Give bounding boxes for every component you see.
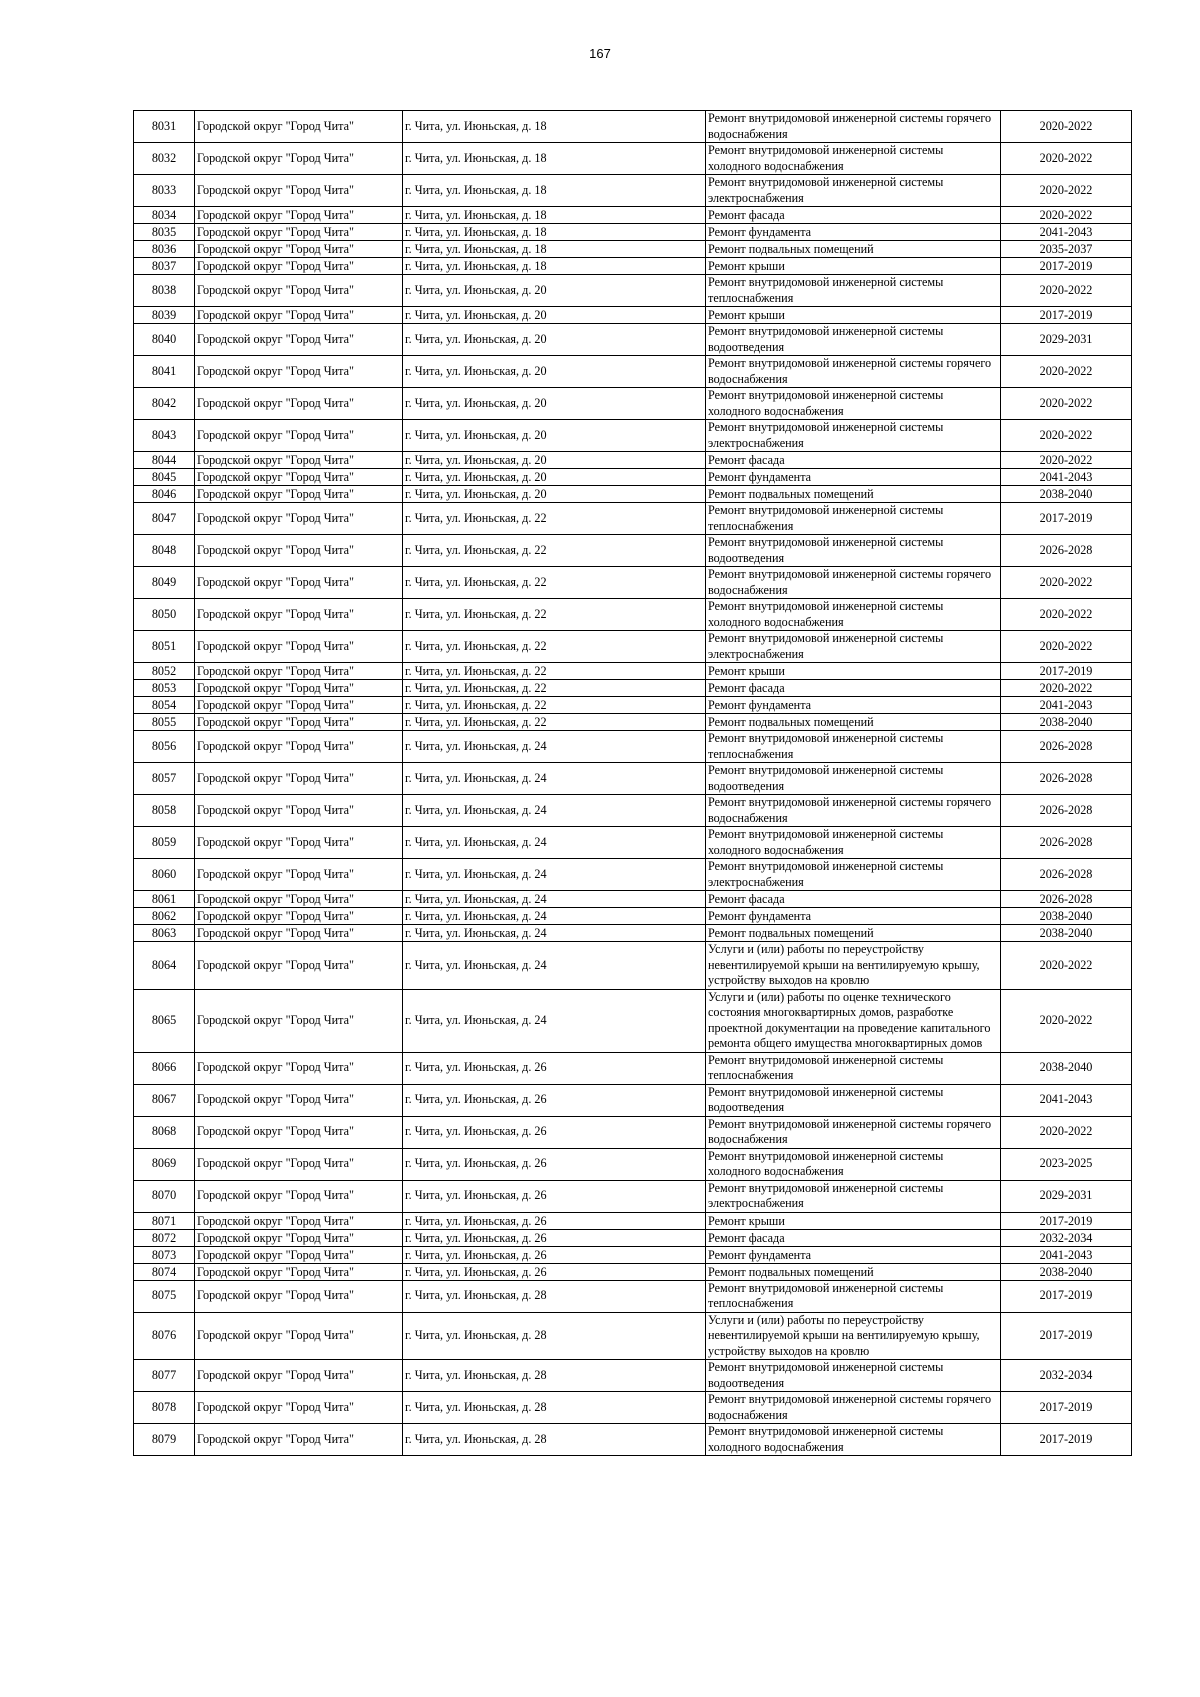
work-type-cell: Ремонт внутридомовой инженерной системы электроснабжения bbox=[706, 175, 1001, 207]
work-type-cell: Ремонт фасада bbox=[706, 207, 1001, 224]
row-number-cell: 8064 bbox=[134, 942, 195, 990]
work-type-cell: Ремонт фундамента bbox=[706, 469, 1001, 486]
period-cell: 2035-2037 bbox=[1001, 241, 1132, 258]
municipality-cell: Городской округ "Город Чита" bbox=[195, 631, 403, 663]
table-row bbox=[134, 942, 1132, 990]
municipality-cell: Городской округ "Город Чита" bbox=[195, 567, 403, 599]
table-row bbox=[134, 1180, 1132, 1212]
municipality-cell: Городской округ "Город Чита" bbox=[195, 1084, 403, 1116]
table-row bbox=[134, 388, 1132, 420]
table-row bbox=[134, 763, 1132, 795]
period-cell: 2026-2028 bbox=[1001, 535, 1132, 567]
municipality-cell: Городской округ "Город Чита" bbox=[195, 942, 403, 990]
work-type-cell: Ремонт внутридомовой инженерной системы электроснабжения bbox=[706, 859, 1001, 891]
period-cell: 2017-2019 bbox=[1001, 503, 1132, 535]
municipality-cell: Городской округ "Город Чита" bbox=[195, 599, 403, 631]
municipality-cell: Городской округ "Город Чита" bbox=[195, 925, 403, 942]
address-cell: г. Чита, ул. Июньская, д. 22 bbox=[403, 680, 706, 697]
period-cell: 2038-2040 bbox=[1001, 925, 1132, 942]
table-row bbox=[134, 714, 1132, 731]
municipality-cell: Городской округ "Город Чита" bbox=[195, 307, 403, 324]
table-row bbox=[134, 663, 1132, 680]
address-cell: г. Чита, ул. Июньская, д. 26 bbox=[403, 1148, 706, 1180]
address-cell: г. Чита, ул. Июньская, д. 20 bbox=[403, 420, 706, 452]
address-cell: г. Чита, ул. Июньская, д. 24 bbox=[403, 891, 706, 908]
row-number-cell: 8078 bbox=[134, 1392, 195, 1424]
work-type-cell: Ремонт внутридомовой инженерной системы холодного водоснабжения bbox=[706, 143, 1001, 175]
row-number-cell: 8076 bbox=[134, 1312, 195, 1360]
work-type-cell: Ремонт внутридомовой инженерной системы холодного водоснабжения bbox=[706, 827, 1001, 859]
work-type-cell: Ремонт внутридомовой инженерной системы теплоснабжения bbox=[706, 1280, 1001, 1312]
period-cell: 2020-2022 bbox=[1001, 942, 1132, 990]
address-cell: г. Чита, ул. Июньская, д. 26 bbox=[403, 1180, 706, 1212]
municipality-cell: Городской округ "Город Чита" bbox=[195, 1424, 403, 1456]
row-number-cell: 8036 bbox=[134, 241, 195, 258]
period-cell: 2020-2022 bbox=[1001, 989, 1132, 1052]
period-cell: 2029-2031 bbox=[1001, 1180, 1132, 1212]
row-number-cell: 8066 bbox=[134, 1052, 195, 1084]
row-number-cell: 8067 bbox=[134, 1084, 195, 1116]
table-row bbox=[134, 989, 1132, 1052]
municipality-cell: Городской округ "Город Чита" bbox=[195, 224, 403, 241]
period-cell: 2032-2034 bbox=[1001, 1229, 1132, 1246]
period-cell: 2041-2043 bbox=[1001, 224, 1132, 241]
municipality-cell: Городской округ "Город Чита" bbox=[195, 503, 403, 535]
address-cell: г. Чита, ул. Июньская, д. 20 bbox=[403, 324, 706, 356]
municipality-cell: Городской округ "Город Чита" bbox=[195, 1148, 403, 1180]
table-row bbox=[134, 420, 1132, 452]
row-number-cell: 8060 bbox=[134, 859, 195, 891]
municipality-cell: Городской округ "Город Чита" bbox=[195, 697, 403, 714]
row-number-cell: 8040 bbox=[134, 324, 195, 356]
row-number-cell: 8077 bbox=[134, 1360, 195, 1392]
municipality-cell: Городской округ "Город Чита" bbox=[195, 1180, 403, 1212]
address-cell: г. Чита, ул. Июньская, д. 20 bbox=[403, 356, 706, 388]
period-cell: 2041-2043 bbox=[1001, 1084, 1132, 1116]
row-number-cell: 8031 bbox=[134, 111, 195, 143]
row-number-cell: 8046 bbox=[134, 486, 195, 503]
period-cell: 2026-2028 bbox=[1001, 763, 1132, 795]
table-row bbox=[134, 324, 1132, 356]
table-row bbox=[134, 111, 1132, 143]
work-type-cell: Ремонт крыши bbox=[706, 663, 1001, 680]
row-number-cell: 8063 bbox=[134, 925, 195, 942]
address-cell: г. Чита, ул. Июньская, д. 28 bbox=[403, 1312, 706, 1360]
work-type-cell: Ремонт фундамента bbox=[706, 1246, 1001, 1263]
address-cell: г. Чита, ул. Июньская, д. 20 bbox=[403, 452, 706, 469]
work-type-cell: Ремонт внутридомовой инженерной системы холодного водоснабжения bbox=[706, 388, 1001, 420]
address-cell: г. Чита, ул. Июньская, д. 22 bbox=[403, 697, 706, 714]
address-cell: г. Чита, ул. Июньская, д. 22 bbox=[403, 503, 706, 535]
period-cell: 2026-2028 bbox=[1001, 859, 1132, 891]
row-number-cell: 8034 bbox=[134, 207, 195, 224]
table-row bbox=[134, 827, 1132, 859]
work-type-cell: Ремонт подвальных помещений bbox=[706, 1263, 1001, 1280]
period-cell: 2020-2022 bbox=[1001, 680, 1132, 697]
municipality-cell: Городской округ "Город Чита" bbox=[195, 1229, 403, 1246]
municipality-cell: Городской округ "Город Чита" bbox=[195, 891, 403, 908]
municipality-cell: Городской округ "Город Чита" bbox=[195, 1263, 403, 1280]
table-row bbox=[134, 175, 1132, 207]
period-cell: 2020-2022 bbox=[1001, 111, 1132, 143]
municipality-cell: Городской округ "Город Чита" bbox=[195, 714, 403, 731]
row-number-cell: 8047 bbox=[134, 503, 195, 535]
municipality-cell: Городской округ "Город Чита" bbox=[195, 452, 403, 469]
work-type-cell: Ремонт крыши bbox=[706, 307, 1001, 324]
address-cell: г. Чита, ул. Июньская, д. 20 bbox=[403, 275, 706, 307]
work-type-cell: Ремонт внутридомовой инженерной системы холодного водоснабжения bbox=[706, 1424, 1001, 1456]
period-cell: 2038-2040 bbox=[1001, 1263, 1132, 1280]
table-row bbox=[134, 1052, 1132, 1084]
period-cell: 2038-2040 bbox=[1001, 1052, 1132, 1084]
period-cell: 2020-2022 bbox=[1001, 207, 1132, 224]
row-number-cell: 8039 bbox=[134, 307, 195, 324]
period-cell: 2020-2022 bbox=[1001, 599, 1132, 631]
work-type-cell: Ремонт подвальных помещений bbox=[706, 241, 1001, 258]
address-cell: г. Чита, ул. Июньская, д. 24 bbox=[403, 925, 706, 942]
row-number-cell: 8068 bbox=[134, 1116, 195, 1148]
period-cell: 2020-2022 bbox=[1001, 1116, 1132, 1148]
address-cell: г. Чита, ул. Июньская, д. 28 bbox=[403, 1392, 706, 1424]
address-cell: г. Чита, ул. Июньская, д. 20 bbox=[403, 469, 706, 486]
table-row bbox=[134, 1312, 1132, 1360]
municipality-cell: Городской округ "Город Чита" bbox=[195, 1360, 403, 1392]
table-row bbox=[134, 143, 1132, 175]
table-row bbox=[134, 224, 1132, 241]
work-type-cell: Ремонт крыши bbox=[706, 1212, 1001, 1229]
address-cell: г. Чита, ул. Июньская, д. 28 bbox=[403, 1280, 706, 1312]
row-number-cell: 8035 bbox=[134, 224, 195, 241]
work-type-cell: Ремонт внутридомовой инженерной системы горячего водоснабжения bbox=[706, 567, 1001, 599]
work-type-cell: Ремонт подвальных помещений bbox=[706, 486, 1001, 503]
table-row bbox=[134, 1084, 1132, 1116]
row-number-cell: 8059 bbox=[134, 827, 195, 859]
municipality-cell: Городской округ "Город Чита" bbox=[195, 1116, 403, 1148]
period-cell: 2020-2022 bbox=[1001, 356, 1132, 388]
work-type-cell: Ремонт внутридомовой инженерной системы теплоснабжения bbox=[706, 731, 1001, 763]
work-type-cell: Ремонт внутридомовой инженерной системы теплоснабжения bbox=[706, 503, 1001, 535]
row-number-cell: 8049 bbox=[134, 567, 195, 599]
row-number-cell: 8032 bbox=[134, 143, 195, 175]
table-row bbox=[134, 469, 1132, 486]
work-type-cell: Ремонт фундамента bbox=[706, 908, 1001, 925]
row-number-cell: 8033 bbox=[134, 175, 195, 207]
municipality-cell: Городской округ "Город Чита" bbox=[195, 859, 403, 891]
work-type-cell: Ремонт фасада bbox=[706, 680, 1001, 697]
row-number-cell: 8069 bbox=[134, 1148, 195, 1180]
period-cell: 2020-2022 bbox=[1001, 175, 1132, 207]
table-row bbox=[134, 908, 1132, 925]
municipality-cell: Городской округ "Город Чита" bbox=[195, 469, 403, 486]
row-number-cell: 8062 bbox=[134, 908, 195, 925]
work-type-cell: Ремонт фасада bbox=[706, 891, 1001, 908]
work-type-cell: Ремонт фундамента bbox=[706, 224, 1001, 241]
period-cell: 2041-2043 bbox=[1001, 697, 1132, 714]
table-row bbox=[134, 207, 1132, 224]
work-type-cell: Ремонт фасада bbox=[706, 452, 1001, 469]
period-cell: 2017-2019 bbox=[1001, 1392, 1132, 1424]
work-type-cell: Услуги и (или) работы по оценке технического состояния многоквартирных домов, разработке проектной документации на проведение капитального ремонта общего имущества многоквартирных домов bbox=[706, 989, 1001, 1052]
work-type-cell: Ремонт внутридомовой инженерной системы холодного водоснабжения bbox=[706, 1148, 1001, 1180]
period-cell: 2020-2022 bbox=[1001, 143, 1132, 175]
table-row bbox=[134, 891, 1132, 908]
work-type-cell: Ремонт внутридомовой инженерной системы водоотведения bbox=[706, 763, 1001, 795]
row-number-cell: 8048 bbox=[134, 535, 195, 567]
table-row bbox=[134, 452, 1132, 469]
period-cell: 2017-2019 bbox=[1001, 1312, 1132, 1360]
period-cell: 2020-2022 bbox=[1001, 452, 1132, 469]
address-cell: г. Чита, ул. Июньская, д. 24 bbox=[403, 859, 706, 891]
row-number-cell: 8071 bbox=[134, 1212, 195, 1229]
address-cell: г. Чита, ул. Июньская, д. 26 bbox=[403, 1212, 706, 1229]
period-cell: 2026-2028 bbox=[1001, 891, 1132, 908]
row-number-cell: 8056 bbox=[134, 731, 195, 763]
address-cell: г. Чита, ул. Июньская, д. 18 bbox=[403, 175, 706, 207]
table-row bbox=[134, 1263, 1132, 1280]
row-number-cell: 8041 bbox=[134, 356, 195, 388]
address-cell: г. Чита, ул. Июньская, д. 26 bbox=[403, 1246, 706, 1263]
row-number-cell: 8052 bbox=[134, 663, 195, 680]
period-cell: 2038-2040 bbox=[1001, 908, 1132, 925]
address-cell: г. Чита, ул. Июньская, д. 22 bbox=[403, 663, 706, 680]
municipality-cell: Городской округ "Город Чита" bbox=[195, 663, 403, 680]
period-cell: 2029-2031 bbox=[1001, 324, 1132, 356]
work-type-cell: Ремонт внутридомовой инженерной системы электроснабжения bbox=[706, 631, 1001, 663]
work-type-cell: Ремонт фасада bbox=[706, 1229, 1001, 1246]
table-row bbox=[134, 599, 1132, 631]
work-type-cell: Ремонт внутридомовой инженерной системы электроснабжения bbox=[706, 420, 1001, 452]
row-number-cell: 8044 bbox=[134, 452, 195, 469]
period-cell: 2026-2028 bbox=[1001, 731, 1132, 763]
work-type-cell: Ремонт подвальных помещений bbox=[706, 925, 1001, 942]
municipality-cell: Городской округ "Город Чита" bbox=[195, 989, 403, 1052]
work-type-cell: Ремонт внутридомовой инженерной системы водоотведения bbox=[706, 1084, 1001, 1116]
period-cell: 2026-2028 bbox=[1001, 795, 1132, 827]
work-type-cell: Ремонт внутридомовой инженерной системы горячего водоснабжения bbox=[706, 1116, 1001, 1148]
address-cell: г. Чита, ул. Июньская, д. 26 bbox=[403, 1263, 706, 1280]
period-cell: 2017-2019 bbox=[1001, 258, 1132, 275]
work-type-cell: Ремонт внутридомовой инженерной системы теплоснабжения bbox=[706, 275, 1001, 307]
municipality-cell: Городской округ "Город Чита" bbox=[195, 908, 403, 925]
municipality-cell: Городской округ "Город Чита" bbox=[195, 258, 403, 275]
municipality-cell: Городской округ "Город Чита" bbox=[195, 486, 403, 503]
row-number-cell: 8045 bbox=[134, 469, 195, 486]
row-number-cell: 8075 bbox=[134, 1280, 195, 1312]
row-number-cell: 8038 bbox=[134, 275, 195, 307]
period-cell: 2020-2022 bbox=[1001, 420, 1132, 452]
table-row bbox=[134, 486, 1132, 503]
address-cell: г. Чита, ул. Июньская, д. 18 bbox=[403, 258, 706, 275]
period-cell: 2017-2019 bbox=[1001, 1280, 1132, 1312]
municipality-cell: Городской округ "Город Чита" bbox=[195, 420, 403, 452]
table-row bbox=[134, 356, 1132, 388]
row-number-cell: 8055 bbox=[134, 714, 195, 731]
address-cell: г. Чита, ул. Июньская, д. 28 bbox=[403, 1360, 706, 1392]
municipality-cell: Городской округ "Город Чита" bbox=[195, 207, 403, 224]
municipality-cell: Городской округ "Город Чита" bbox=[195, 827, 403, 859]
municipality-cell: Городской округ "Город Чита" bbox=[195, 1280, 403, 1312]
period-cell: 2017-2019 bbox=[1001, 1212, 1132, 1229]
table-row bbox=[134, 307, 1132, 324]
table-row bbox=[134, 275, 1132, 307]
row-number-cell: 8079 bbox=[134, 1424, 195, 1456]
row-number-cell: 8072 bbox=[134, 1229, 195, 1246]
municipality-cell: Городской округ "Город Чита" bbox=[195, 324, 403, 356]
table-row bbox=[134, 1229, 1132, 1246]
period-cell: 2020-2022 bbox=[1001, 275, 1132, 307]
address-cell: г. Чита, ул. Июньская, д. 22 bbox=[403, 567, 706, 599]
address-cell: г. Чита, ул. Июньская, д. 18 bbox=[403, 207, 706, 224]
municipality-cell: Городской округ "Город Чита" bbox=[195, 535, 403, 567]
page-number: 167 bbox=[589, 46, 611, 61]
municipality-cell: Городской округ "Город Чита" bbox=[195, 143, 403, 175]
address-cell: г. Чита, ул. Июньская, д. 24 bbox=[403, 795, 706, 827]
row-number-cell: 8070 bbox=[134, 1180, 195, 1212]
work-type-cell: Ремонт внутридомовой инженерной системы горячего водоснабжения bbox=[706, 356, 1001, 388]
address-cell: г. Чита, ул. Июньская, д. 28 bbox=[403, 1424, 706, 1456]
address-cell: г. Чита, ул. Июньская, д. 26 bbox=[403, 1116, 706, 1148]
period-cell: 2017-2019 bbox=[1001, 307, 1132, 324]
period-cell: 2038-2040 bbox=[1001, 486, 1132, 503]
table-row bbox=[134, 859, 1132, 891]
address-cell: г. Чита, ул. Июньская, д. 24 bbox=[403, 731, 706, 763]
municipality-cell: Городской округ "Город Чита" bbox=[195, 241, 403, 258]
work-type-cell: Ремонт внутридомовой инженерной системы электроснабжения bbox=[706, 1180, 1001, 1212]
address-cell: г. Чита, ул. Июньская, д. 24 bbox=[403, 763, 706, 795]
table-row bbox=[134, 697, 1132, 714]
municipality-cell: Городской округ "Город Чита" bbox=[195, 763, 403, 795]
address-cell: г. Чита, ул. Июньская, д. 24 bbox=[403, 827, 706, 859]
work-type-cell: Ремонт крыши bbox=[706, 258, 1001, 275]
row-number-cell: 8043 bbox=[134, 420, 195, 452]
period-cell: 2020-2022 bbox=[1001, 388, 1132, 420]
period-cell: 2017-2019 bbox=[1001, 663, 1132, 680]
row-number-cell: 8054 bbox=[134, 697, 195, 714]
table-row bbox=[134, 1246, 1132, 1263]
period-cell: 2032-2034 bbox=[1001, 1360, 1132, 1392]
work-type-cell: Ремонт внутридомовой инженерной системы водоотведения bbox=[706, 535, 1001, 567]
address-cell: г. Чита, ул. Июньская, д. 24 bbox=[403, 908, 706, 925]
row-number-cell: 8061 bbox=[134, 891, 195, 908]
municipality-cell: Городской округ "Город Чита" bbox=[195, 1312, 403, 1360]
municipality-cell: Городской округ "Город Чита" bbox=[195, 1052, 403, 1084]
period-cell: 2026-2028 bbox=[1001, 827, 1132, 859]
repair-schedule-table bbox=[133, 110, 1132, 1456]
address-cell: г. Чита, ул. Июньская, д. 24 bbox=[403, 989, 706, 1052]
row-number-cell: 8073 bbox=[134, 1246, 195, 1263]
address-cell: г. Чита, ул. Июньская, д. 18 bbox=[403, 143, 706, 175]
address-cell: г. Чита, ул. Июньская, д. 20 bbox=[403, 486, 706, 503]
municipality-cell: Городской округ "Город Чита" bbox=[195, 111, 403, 143]
table-row bbox=[134, 731, 1132, 763]
table-row bbox=[134, 1392, 1132, 1424]
row-number-cell: 8074 bbox=[134, 1263, 195, 1280]
work-type-cell: Услуги и (или) работы по переустройству невентилируемой крыши на вентилируемую крышу, устройству выходов на кровлю bbox=[706, 1312, 1001, 1360]
work-type-cell: Услуги и (или) работы по переустройству невентилируемой крыши на вентилируемую крышу, устройству выходов на кровлю bbox=[706, 942, 1001, 990]
row-number-cell: 8037 bbox=[134, 258, 195, 275]
table-row bbox=[134, 631, 1132, 663]
row-number-cell: 8058 bbox=[134, 795, 195, 827]
address-cell: г. Чита, ул. Июньская, д. 18 bbox=[403, 111, 706, 143]
municipality-cell: Городской округ "Город Чита" bbox=[195, 1246, 403, 1263]
address-cell: г. Чита, ул. Июньская, д. 24 bbox=[403, 942, 706, 990]
table-row bbox=[134, 258, 1132, 275]
address-cell: г. Чита, ул. Июньская, д. 26 bbox=[403, 1084, 706, 1116]
row-number-cell: 8057 bbox=[134, 763, 195, 795]
row-number-cell: 8042 bbox=[134, 388, 195, 420]
work-type-cell: Ремонт подвальных помещений bbox=[706, 714, 1001, 731]
row-number-cell: 8053 bbox=[134, 680, 195, 697]
table-row bbox=[134, 680, 1132, 697]
table-body bbox=[134, 111, 1132, 1456]
table-row bbox=[134, 1148, 1132, 1180]
period-cell: 2041-2043 bbox=[1001, 469, 1132, 486]
period-cell: 2041-2043 bbox=[1001, 1246, 1132, 1263]
address-cell: г. Чита, ул. Июньская, д. 22 bbox=[403, 599, 706, 631]
municipality-cell: Городской округ "Город Чита" bbox=[195, 175, 403, 207]
work-type-cell: Ремонт внутридомовой инженерной системы горячего водоснабжения bbox=[706, 1392, 1001, 1424]
address-cell: г. Чита, ул. Июньская, д. 26 bbox=[403, 1229, 706, 1246]
work-type-cell: Ремонт внутридомовой инженерной системы водоотведения bbox=[706, 1360, 1001, 1392]
table-row bbox=[134, 1212, 1132, 1229]
table-row bbox=[134, 1280, 1132, 1312]
period-cell: 2020-2022 bbox=[1001, 631, 1132, 663]
municipality-cell: Городской округ "Город Чита" bbox=[195, 680, 403, 697]
table-row bbox=[134, 503, 1132, 535]
table-row bbox=[134, 795, 1132, 827]
work-type-cell: Ремонт внутридомовой инженерной системы теплоснабжения bbox=[706, 1052, 1001, 1084]
municipality-cell: Городской округ "Город Чита" bbox=[195, 388, 403, 420]
work-type-cell: Ремонт фундамента bbox=[706, 697, 1001, 714]
table-row bbox=[134, 567, 1132, 599]
table-row bbox=[134, 925, 1132, 942]
municipality-cell: Городской округ "Город Чита" bbox=[195, 1392, 403, 1424]
work-type-cell: Ремонт внутридомовой инженерной системы холодного водоснабжения bbox=[706, 599, 1001, 631]
table-row bbox=[134, 241, 1132, 258]
address-cell: г. Чита, ул. Июньская, д. 18 bbox=[403, 241, 706, 258]
municipality-cell: Городской округ "Город Чита" bbox=[195, 1212, 403, 1229]
work-type-cell: Ремонт внутридомовой инженерной системы горячего водоснабжения bbox=[706, 795, 1001, 827]
row-number-cell: 8065 bbox=[134, 989, 195, 1052]
table-row bbox=[134, 1360, 1132, 1392]
table-row bbox=[134, 1424, 1132, 1456]
work-type-cell: Ремонт внутридомовой инженерной системы водоотведения bbox=[706, 324, 1001, 356]
address-cell: г. Чита, ул. Июньская, д. 20 bbox=[403, 307, 706, 324]
address-cell: г. Чита, ул. Июньская, д. 20 bbox=[403, 388, 706, 420]
table-row bbox=[134, 1116, 1132, 1148]
row-number-cell: 8051 bbox=[134, 631, 195, 663]
period-cell: 2038-2040 bbox=[1001, 714, 1132, 731]
address-cell: г. Чита, ул. Июньская, д. 22 bbox=[403, 535, 706, 567]
period-cell: 2023-2025 bbox=[1001, 1148, 1132, 1180]
municipality-cell: Городской округ "Город Чита" bbox=[195, 356, 403, 388]
municipality-cell: Городской округ "Город Чита" bbox=[195, 731, 403, 763]
address-cell: г. Чита, ул. Июньская, д. 22 bbox=[403, 714, 706, 731]
period-cell: 2020-2022 bbox=[1001, 567, 1132, 599]
address-cell: г. Чита, ул. Июньская, д. 18 bbox=[403, 224, 706, 241]
work-type-cell: Ремонт внутридомовой инженерной системы горячего водоснабжения bbox=[706, 111, 1001, 143]
municipality-cell: Городской округ "Город Чита" bbox=[195, 795, 403, 827]
period-cell: 2017-2019 bbox=[1001, 1424, 1132, 1456]
table-row bbox=[134, 535, 1132, 567]
municipality-cell: Городской округ "Город Чита" bbox=[195, 275, 403, 307]
address-cell: г. Чита, ул. Июньская, д. 26 bbox=[403, 1052, 706, 1084]
address-cell: г. Чита, ул. Июньская, д. 22 bbox=[403, 631, 706, 663]
row-number-cell: 8050 bbox=[134, 599, 195, 631]
